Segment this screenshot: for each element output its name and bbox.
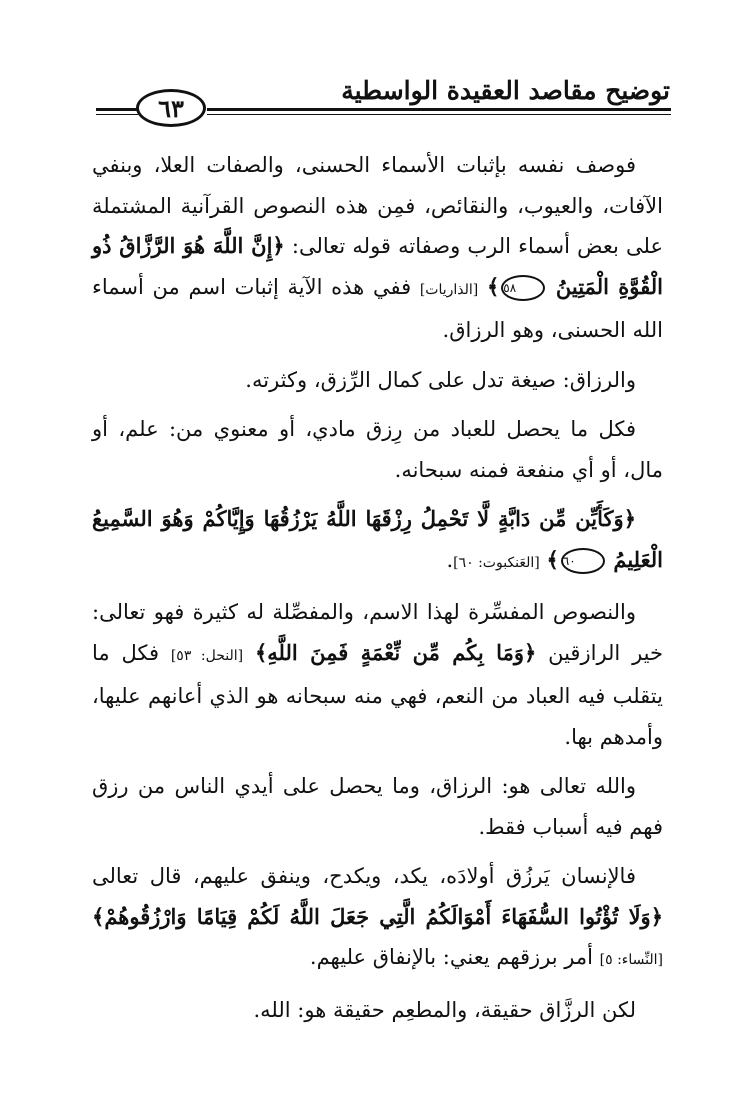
header-rule-left-thin [96, 114, 138, 115]
p4-end: . [446, 547, 454, 572]
quran-open-bracket: ﴿ [623, 506, 636, 531]
p7-text-a: فالإنسان يَرزُق أولادَه، يكد، ويكدح، وينفق عليهم، قال تعالى [92, 864, 636, 888]
ayah-number-marker: ٦٠ [561, 548, 605, 574]
quran-verse: إِنَّ اللَّهَ هُوَ الرَّزَّاقُ ذُو الْقُوَّةِ الْمَتِينُ [92, 233, 663, 299]
quran-close-bracket: ﴾ [92, 903, 105, 929]
surah-reference: [النِّساء: ٥] [599, 952, 663, 968]
header-rule-thick [207, 108, 671, 111]
quran-close-bracket: ﴾ [486, 273, 500, 299]
quran-verse: وَلَا تُؤْتُوا السُّفَهَاءَ أَمْوَالَكُمُ الَّتِي جَعَلَ اللَّهُ لَكُمْ قِيَامًا وَارْزُقُوهُمْ [104, 903, 651, 929]
ayah-number-marker: ٥٨ [501, 275, 545, 301]
quran-open-bracket: ﴿ [272, 233, 285, 258]
header-rule-thin [207, 114, 671, 115]
quran-verse: وَكَأَيِّن مِّن دَابَّةٍ لَّا تَحْمِلُ رِزْقَهَا اللَّهُ يَرْزُقُهَا وَإِيَّاكُمْ وَهُوَ السَّمِيعُ الْعَلِيمُ [92, 506, 663, 572]
quran-open-bracket: ﴿ [650, 903, 663, 929]
p7-text-b: أمر برزقهم يعني: بالإنفاق عليهم. [309, 945, 600, 969]
paragraph-2: والرزاق: صيغة تدل على كمال الرِّزق، وكثرته. [245, 367, 636, 392]
page-number-badge [136, 89, 206, 127]
paragraph-7 [92, 856, 663, 981]
surah-reference: [الذاريات] [419, 281, 479, 298]
p5-text-b: فكل ما يتقلب فيه العباد من النعم، فهي منه سبحانه هو الذي أعانهم عليها، وأمدهم بها. [92, 640, 663, 749]
quran-verse: وَمَا بِكُم مِّن نِّعْمَةٍ فَمِنَ اللَّهِ [267, 639, 524, 665]
surah-reference: [العَنكبوت: ٦٠] [453, 554, 540, 571]
page-header [0, 0, 755, 140]
page-number: ٦٣ [158, 93, 184, 123]
running-title: توضيح مقاصد العقيدة الواسطية [341, 76, 670, 105]
header-rule-left-thick [96, 108, 138, 111]
paragraph-1 [92, 145, 663, 351]
p5-text-a: والنصوص المفسِّرة لهذا الاسم، والمفصِّلة له كثيرة فهو تعالى: خير الرازقين [92, 600, 663, 665]
quran-open-bracket: ﴿ [523, 639, 537, 665]
p1-text-a: فوصف نفسه بإثبات الأسماء الحسنى، والصفات العلا، وبنفي الآفات، والعيوب، والنقائص، فمِن هذه النصوص القرآنية المشتملة على بعض أسماء الرب وصفاته قوله تعالى: [92, 153, 664, 258]
paragraph-4 [92, 499, 663, 583]
page-body [92, 145, 663, 1030]
quran-close-bracket: ﴾ [254, 639, 268, 665]
paragraph-3: فكل ما يحصل للعباد من رِزق مادي، أو معنوي من: علم، أو مال، أو أي منفعة فمنه سبحانه. [92, 417, 663, 482]
paragraph-5 [92, 592, 663, 757]
paragraph-8: لكن الرزَّاق حقيقة، والمطعِم حقيقة هو: الله. [253, 997, 636, 1022]
surah-reference: [النحل: ٥٣] [170, 647, 244, 664]
p1-text-b: ففي هذه الآية إثبات اسم من أسماء الله الحسنى، وهو الرزاق. [92, 274, 663, 342]
quran-close-bracket: ﴾ [546, 546, 559, 572]
paragraph-6: والله تعالى هو: الرزاق، وما يحصل على أيدي الناس من رزق فهم فيه أسباب فقط. [92, 774, 663, 839]
